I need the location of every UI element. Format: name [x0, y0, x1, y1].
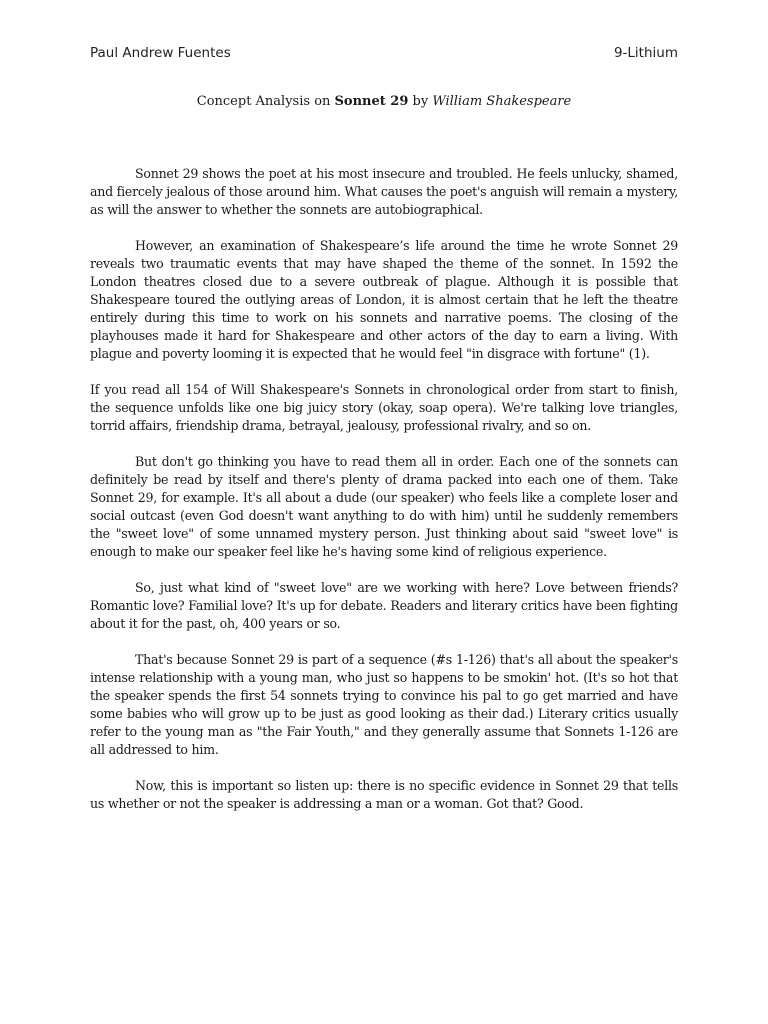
paragraph-5: So, just what kind of "sweet love" are we working with here? Love between friends? Romantic love? Familial love? It's up for debate. Readers and literary critics have been fighting about it for the past, oh, 400 years or so. [90, 580, 678, 631]
title-prefix: Concept Analysis on [196, 94, 335, 109]
author-name: Paul Andrew Fuentes [90, 45, 231, 61]
paragraph-1: Sonnet 29 shows the poet at his most insecure and troubled. He feels unlucky, shamed, and fiercely jealous of those around him. What causes the poet's anguish will remain a mystery, as will the answer to whether the sonnets are autobiographical. [90, 166, 678, 217]
title-work: Sonnet 29 [334, 94, 409, 109]
title-by: by [408, 94, 433, 109]
class-section: 9-Lithium [613, 45, 678, 61]
document-title [90, 94, 678, 109]
document-body [90, 165, 678, 831]
paragraph-7: Now, this is important so listen up: there is no specific evidence in Sonnet 29 that tells us whether or not the speaker is addressing a man or a woman. Got that? Good. [90, 778, 678, 811]
paragraph-2: However, an examination of Shakespeare’s life around the time he wrote Sonnet 29 reveals two traumatic events that may have shaped the theme of the sonnet. In 1592 the London theatres closed due to a severe outbreak of plague. Although it is possible that Shakespeare toured the outlying areas of London, it is almost certain that he left the theatre entirely during this time to work on his sonnets and narrative poems. The closing of the playhouses made it hard for Shakespeare and other actors of the day to earn a living. With plague and poverty looming it is expected that he would feel "in disgrace with fortune" (1). [90, 238, 678, 361]
paragraph-3: If you read all 154 of Will Shakespeare's Sonnets in chronological order from start to finish, the sequence unfolds like one big juicy story (okay, soap opera). We're talking love triangles, torrid affairs, friendship drama, betrayal, jealousy, professional rivalry, and so on. [90, 382, 678, 433]
page-header [90, 45, 678, 65]
title-poet: William Shakespeare [432, 94, 572, 109]
paragraph-6: That's because Sonnet 29 is part of a sequence (#s 1-126) that's all about the speaker's intense relationship with a young man, who just so happens to be smokin' hot. (It's so hot that the speaker spends the first 54 sonnets trying to convince his pal to go get married and have some babies who will grow up to be just as good looking as their dad.) Literary critics usually refer to the young man as "the Fair Youth," and they generally assume that Sonnets 1-126 are all addressed to him. [90, 652, 678, 757]
paragraph-4: But don't go thinking you have to read them all in order. Each one of the sonnets can definitely be read by itself and there's plenty of drama packed into each one of them. Take Sonnet 29, for example. It's all about a dude (our speaker) who feels like a complete loser and social outcast (even God doesn't want anything to do with him) until he suddenly remembers the "sweet love" of some unnamed mystery person. Just thinking about said "sweet love" is enough to make our speaker feel like he's having some kind of religious experience. [90, 454, 678, 559]
